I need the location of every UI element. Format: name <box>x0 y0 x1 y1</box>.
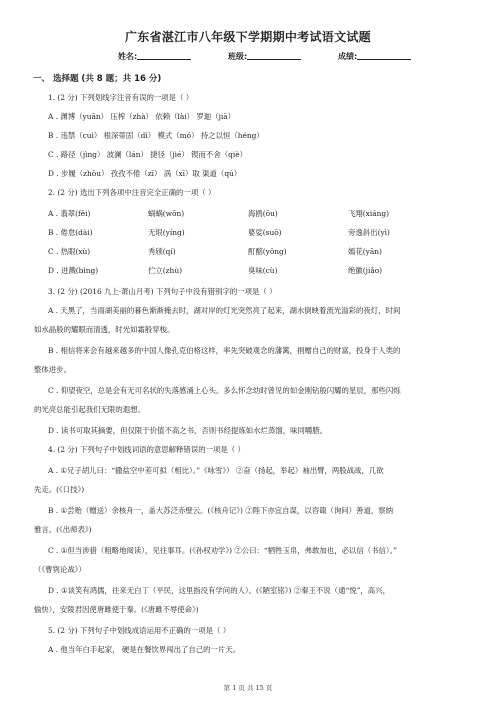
question-3-option-a-line-2: 如水晶般的耀眼而清透，时光如霜般穿梭。 <box>34 325 175 334</box>
name-label: 姓名: <box>118 52 138 61</box>
option-item: 海鸥(ōu) <box>248 209 278 218</box>
option-item: 秀颀(qí) <box>148 247 176 256</box>
question-3-option-b-line-1: B . 相信将来会有越来越多的中国人像孔克伯格这样，率先突破观念的藩篱，捐赠自己的财富，投身于人类的 <box>48 346 401 355</box>
question-4-option-d-line-1: D . ①谈笑有鸿儒，往来无白丁（平民，这里指没有学问的人）。(《陋室铭》) ②秦王不说（通“悦”，高兴， <box>48 586 390 595</box>
question-3-option-c-line-2: 的光亮总能引起我们无限的遐想。 <box>34 405 145 414</box>
option-item: 臭味(cù) <box>248 266 278 275</box>
question-1-stem: 1. (2 分) 下列划线字注音有误的一项是（ ） <box>48 93 194 102</box>
question-4-stem: 4. (2 分) 下列句子中划线词语的意思解释错误的一项是（ ） <box>48 445 245 454</box>
question-1-option-c: C . 路径（jìng） 波澜（lán） 捷径（jié） 锲而不舍（qiè） <box>48 150 247 159</box>
question-1-option-d: D . 步履（zhōu） 孜孜不倦（zī） 涡（xī）取 渠道（qú） <box>48 169 242 178</box>
question-5-option-a: A . 他当年白手起家， 硬是在餐饮界闯出了自己的一片天。 <box>48 645 241 654</box>
score-field <box>338 51 411 62</box>
question-1-option-b: B . 违禁（cuì） 根深蒂固（dì） 模式（mó） 持之以恒（héng） <box>48 131 264 140</box>
question-3-option-d: D . 读书可取其摘要，但仅限于价值不高之书，否则书经提炼如水烂蒸馏，味同嚼腊。 <box>48 426 328 435</box>
page-footer: 第 1 页 共 15 页 <box>223 684 273 692</box>
name-blank <box>137 51 191 60</box>
score-label: 成绩: <box>338 52 358 61</box>
option-item: C . 热眼(xù) <box>48 247 91 256</box>
question-4-option-b-line-2: 雅言。(《出师表》) <box>34 525 92 534</box>
option-item: 无垠(yíng) <box>148 228 185 237</box>
option-item: 酊酩(yǒng) <box>248 247 287 256</box>
question-4-option-b-line-1: B . ①尝贻（赠送）余核舟一，盖大苏泛赤壁云。(《核舟记》) ②陛下亦宜自谋，以咨诹（询问）善道，察纳 <box>48 506 394 515</box>
option-item: 旁逸斜出(yì) <box>348 228 390 237</box>
question-4-option-a-line-1: A . ①兄子胡儿曰：“撒盐空中差可拟（相比）。”《咏雪》） ②奋（扬起，举起）袖出臂，两股战战，几欲 <box>48 466 384 475</box>
question-4-option-c-line-2: （《曹刿论战》） <box>34 565 86 574</box>
class-label: 班级: <box>228 52 248 61</box>
question-3-option-a-line-1: A . 天黑了，当雨湖美丽的暮色渐渐掩去时，湖对岸的灯光突然亮了起来，湖水倒映着流光溢彩的夜灯，时间 <box>48 306 401 315</box>
class-blank <box>247 51 301 60</box>
question-4-option-c-line-1: C . ①但当涉猎（粗略地阅读），见往事耳。(《孙权劝学》) ②公曰：“牺牲玉帛，弗敢加也，必以信（书信）。” <box>48 546 398 555</box>
option-item: 飞翔(xiáng) <box>348 209 389 218</box>
question-5-stem: 5. (2 分) 下列句子中划线成语运用不正确的一项是（ ） <box>48 626 231 635</box>
page-title: 广东省湛江市八年级下学期期中考试语文试题 <box>124 30 371 44</box>
name-field <box>118 51 191 62</box>
score-blank <box>357 51 411 60</box>
question-2-stem: 2. (2 分) 选出下列各项中注音完全正确的一项（ ） <box>48 188 216 197</box>
option-item: 蜗蜗(wōn) <box>148 209 185 218</box>
question-3-stem: 3. (2 分) (2016 九上·萧山月考) 下列句子中没有错别字的一项是（ ） <box>48 287 277 296</box>
option-item: 绝徽(jiǎo) <box>348 266 383 275</box>
option-item: D . 迸溅(bìng) <box>48 266 99 275</box>
question-3-option-c-line-1: C . 仰望夜空，总是会有无可名状的失落感涌上心头。多么怀念幼时曾见的如金刚钻般闪耀的星辰，那些闪烁 <box>48 386 401 395</box>
option-item: B . 倦怠(dài) <box>48 228 93 237</box>
question-3-option-b-line-2: 整体进步。 <box>34 365 71 374</box>
option-item: 伫立(zhù) <box>148 266 182 275</box>
class-field <box>228 51 301 62</box>
option-item: 婆娑(suō) <box>248 228 282 237</box>
option-item: 嫣花(yān) <box>348 247 382 256</box>
question-4-option-d-line-2: 愉快），安陵君因使唐雎使于秦。(《唐雎不辱使命》) <box>34 605 199 614</box>
question-1-option-a: A . 渊博（yuān） 压榨（zhà） 依赖（lài） 罗迦（jiā） <box>48 112 236 121</box>
option-item: A . 翡翠(fěi) <box>48 209 91 218</box>
section-heading: 一、 选择题 (共 8 题；共 16 分) <box>33 74 162 84</box>
question-4-option-a-line-2: 先走。(《口技》) <box>34 485 85 494</box>
